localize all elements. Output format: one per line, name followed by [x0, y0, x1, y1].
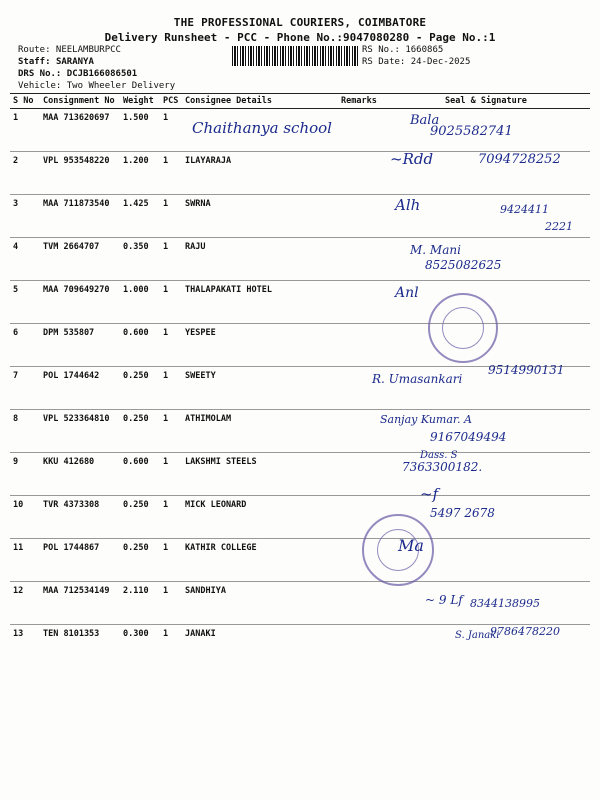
cell-consignment: TEN 8101353: [43, 629, 100, 639]
cell-sno: 11: [10, 539, 40, 582]
rs-date: RS Date: 24-Dec-2025: [362, 57, 471, 67]
hw-sig-phone-1: 9025582741: [430, 124, 513, 139]
cell-pcs: 1: [160, 453, 182, 496]
cell-remarks: [338, 582, 382, 625]
cell-sno: 1: [10, 109, 40, 152]
drs-number: DCJB166086501: [66, 69, 138, 79]
cell-sno: 10: [10, 496, 40, 539]
hw-sig-phone-4: 8525082625: [425, 258, 502, 272]
table-header-row: [10, 94, 590, 109]
hw-sig-name-9: Dass. S: [420, 450, 458, 461]
cell-consignee: RAJU: [182, 238, 338, 281]
hw-signature-2: ~Rdd: [390, 150, 434, 168]
cell-sno: 8: [10, 410, 40, 453]
hw-consignee-1: Chaithanya school: [192, 119, 332, 137]
cell-consignment: POL 1744642: [40, 367, 120, 410]
cell-consignment: MAA 711873540: [40, 195, 120, 238]
cell-consignee: SWRNA: [182, 195, 338, 238]
cell-weight: 1.200: [120, 152, 160, 195]
cell-signature: [382, 453, 590, 496]
table-row: [10, 496, 590, 539]
hw-sig-phone-12: 8344138995: [470, 597, 540, 610]
cell-sno: 3: [10, 195, 40, 238]
cell-remarks: [338, 152, 382, 195]
cell-consignee: SWEETY: [182, 367, 338, 410]
drs-label: DRS No.:: [18, 69, 62, 79]
cell-consignee: ILAYARAJA: [182, 152, 338, 195]
hw-signature-5: Anl: [395, 285, 419, 301]
cell-remarks: [338, 195, 382, 238]
hw-sig-phone-3: 9424411: [500, 203, 549, 216]
hw-sig-phone-13: 9786478220: [490, 625, 560, 638]
table-row: [10, 539, 590, 582]
table-row: [10, 453, 590, 496]
col-signature: Seal & Signature: [382, 94, 590, 109]
col-remarks: Remarks: [338, 94, 382, 109]
cell-consignee: YESPEE: [182, 324, 338, 367]
col-consignee: Consignee Details: [182, 94, 338, 109]
cell-consignment: TVR 4373308: [40, 496, 120, 539]
hw-sig-name-1: Bala: [410, 113, 440, 128]
runsheet-subtitle: Delivery Runsheet - PCC - Phone No.:9047080280 - Page No.:1: [104, 31, 496, 44]
rs-number: RS No.: 1660865: [362, 45, 444, 55]
hw-signature-10: ~f: [420, 485, 439, 503]
hw-sig-name-7: R. Umasankari: [372, 372, 463, 386]
hw-sig-phone-8: 9167049494: [430, 430, 507, 444]
courier-seal-stamp: [428, 293, 498, 363]
cell-consignee: MICK LEONARD: [182, 496, 338, 539]
hw-signature-3: Alh: [395, 196, 421, 214]
cell-weight: 0.600: [120, 453, 160, 496]
cell-pcs: 1: [160, 152, 182, 195]
hw-sig-phone-2: 7094728252: [478, 152, 561, 167]
cell-remarks: [338, 281, 382, 324]
cell-remarks: [338, 625, 382, 668]
cell-consignee: LAKSHMI STEELS: [182, 453, 338, 496]
cell-remarks: [338, 453, 382, 496]
cell-consignment: MAA 712534149: [40, 582, 120, 625]
cell-weight: 0.250: [120, 539, 160, 582]
cell-remarks: [338, 109, 382, 152]
cell-sno: 12: [10, 582, 40, 625]
cell-consignment: MAA 713620697: [40, 109, 120, 152]
cell-remarks: [338, 324, 382, 367]
cell-consignee: KATHIR COLLEGE: [182, 539, 338, 582]
cell-pcs: 1: [160, 496, 182, 539]
table-row: [10, 238, 590, 281]
cell-weight: 0.350: [120, 238, 160, 281]
cell-weight: 0.250: [120, 367, 160, 410]
cell-consignment: KKU 412680: [40, 453, 120, 496]
hw-sig-phone-7: 9514990131: [488, 363, 565, 377]
cell-sno: 7: [10, 367, 40, 410]
cell-sno: 5: [10, 281, 40, 324]
cell-sno: 6: [10, 324, 40, 367]
cell-weight: 0.250: [120, 496, 160, 539]
cell-pcs: 1: [160, 238, 182, 281]
cell-consignee: JANAKI: [185, 629, 216, 639]
col-weight: Weight: [120, 94, 160, 109]
cell-pcs: 1: [163, 629, 169, 639]
cell-weight: 1.500: [120, 109, 160, 152]
staff-label: Staff:: [18, 57, 51, 67]
table-row: [10, 195, 590, 238]
hw-sig-phone-9: 7363300182.: [402, 460, 483, 474]
cell-sno: 2: [10, 152, 40, 195]
drs-line: [18, 69, 137, 79]
cell-weight: 0.250: [120, 410, 160, 453]
table-row: [10, 281, 590, 324]
cell-remarks: [338, 410, 382, 453]
cell-weight: 0.600: [120, 324, 160, 367]
cell-pcs: 1: [160, 109, 182, 152]
cell-consignee: SANDHIYA: [182, 582, 338, 625]
cell-remarks: [338, 238, 382, 281]
cell-pcs: 1: [160, 324, 182, 367]
cell-pcs: 1: [160, 195, 182, 238]
cell-consignee: ATHIMOLAM: [182, 410, 338, 453]
cell-consignment: MAA 709649270: [40, 281, 120, 324]
cell-weight: 1.425: [120, 195, 160, 238]
cell-consignee: THALAPAKATI HOTEL: [182, 281, 338, 324]
staff-name: SARANYA: [55, 57, 94, 67]
cell-weight: 2.110: [120, 582, 160, 625]
cell-pcs: 1: [160, 367, 182, 410]
cell-sno: 4: [10, 238, 40, 281]
cell-pcs: 1: [160, 281, 182, 324]
hw-signature-11: Ma: [398, 536, 424, 555]
cell-consignment: VPL 953548220: [40, 152, 120, 195]
cell-consignment: TVM 2664707: [40, 238, 120, 281]
staff-line: [18, 57, 94, 67]
hw-sig-name-4: M. Mani: [410, 243, 461, 257]
seal-inner-ring: [442, 307, 484, 349]
company-title: THE PROFESSIONAL COURIERS, COIMBATORE: [173, 16, 427, 29]
hw-sig-phone-10: 5497 2678: [430, 506, 495, 520]
cell-consignment: VPL 523364810: [40, 410, 120, 453]
col-consignment: Consignment No: [40, 94, 120, 109]
cell-weight: 1.000: [120, 281, 160, 324]
cell-consignment: POL 1744867: [40, 539, 120, 582]
hw-sig-name-13: S. Janaki: [455, 630, 500, 641]
col-sno: S No: [10, 94, 40, 109]
vehicle-text: Vehicle: Two Wheeler Delivery: [18, 81, 176, 91]
col-pcs: PCS: [160, 94, 182, 109]
cell-weight: 0.300: [123, 629, 149, 639]
hw-signature-12: ~ 9 Lf: [425, 593, 463, 607]
cell-pcs: 1: [160, 410, 182, 453]
cell-pcs: 1: [160, 582, 182, 625]
delivery-table: [10, 93, 590, 667]
table-row: [10, 324, 590, 367]
hw-sig-name-8: Sanjay Kumar. A: [380, 413, 472, 426]
cell-consignment: DPM 535807: [40, 324, 120, 367]
cell-sno: 9: [10, 453, 40, 496]
route-text: Route: NEELAMBURPCC: [18, 45, 121, 55]
cell-sno: 13: [13, 629, 24, 639]
hw-sig-phone-3b: 2221: [545, 220, 573, 233]
cell-pcs: 1: [160, 539, 182, 582]
barcode: [232, 46, 358, 66]
